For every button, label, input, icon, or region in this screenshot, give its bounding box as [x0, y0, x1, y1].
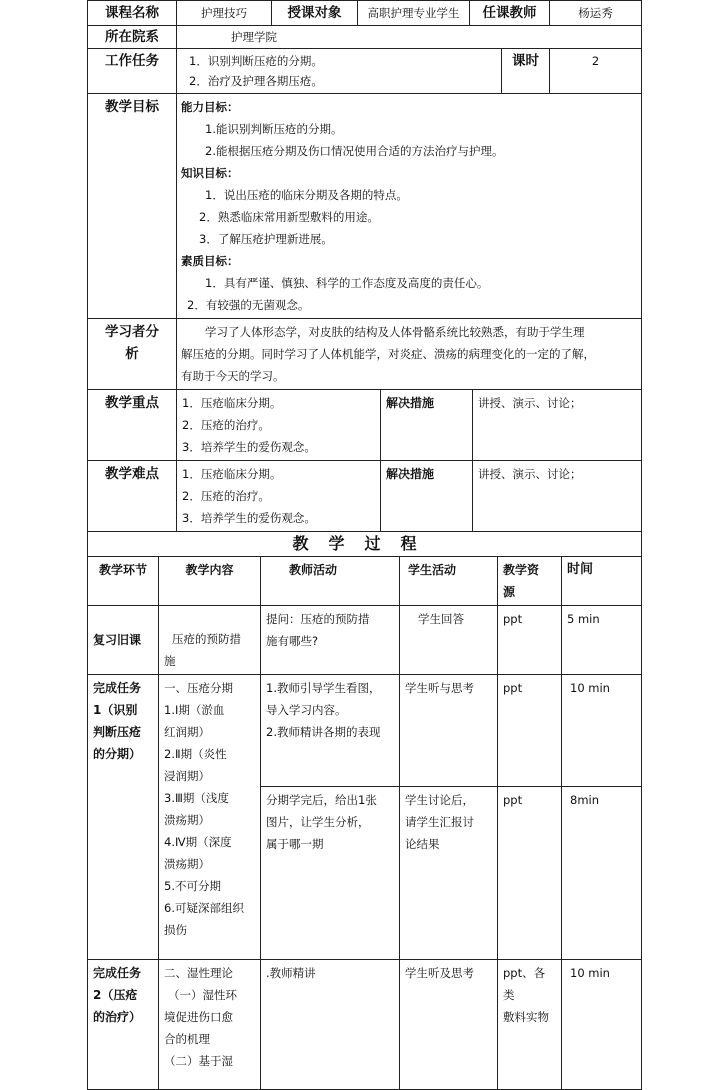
review-content-line-1: 压疮的预防措: [172, 632, 241, 646]
knowledge-title: 知识目标：: [181, 166, 239, 180]
task1-teacher-b-line-2: 图片，让学生分析，: [266, 815, 370, 829]
difficult-measures-value: 讲授、演示、讨论；: [473, 461, 642, 532]
key-point-3: 3．培养学生的爱伤观念。: [182, 440, 316, 454]
task2-resource-line-1: ppt、各类: [503, 966, 546, 1002]
header-time: 时间: [562, 557, 642, 606]
task1-teacher-b: [261, 787, 400, 960]
task1-content-line-6: 3.Ⅲ期（浅度: [164, 791, 229, 805]
task1-stage-line-2: 1（识别: [93, 703, 138, 717]
review-teacher: [261, 606, 400, 675]
review-content: [159, 606, 261, 675]
task1-content-line-3: 红润期）: [164, 725, 210, 739]
learner-label-line-2: 析: [125, 346, 139, 362]
task1-student-b-line-3: 论结果: [405, 837, 440, 851]
difficult-points-list: [177, 461, 381, 532]
goals-content: [177, 94, 642, 319]
task1-teacher-a-line-1: 1.教师引导学生看图，: [266, 681, 381, 695]
task1-content-line-11: 6.可疑深部组织: [164, 901, 244, 915]
task1-teacher-a: [261, 675, 400, 787]
ability-title: 能力目标：: [181, 100, 239, 114]
audience-label: 授课对象: [272, 1, 358, 26]
task1-teacher-b-line-1: 分期学完后，给出1张: [266, 793, 377, 807]
quality-2: 2．有较强的无菌观念。: [187, 298, 310, 312]
task1-teacher-a-line-2: 导入学习内容。: [266, 703, 347, 717]
task1-teacher-b-line-3: 属于哪一期: [266, 837, 324, 851]
department-value: [177, 26, 642, 49]
task1-stage-line-4: 的分期）: [93, 747, 142, 761]
goals-table: [87, 93, 642, 390]
task1-content-line-7: 溃疡期）: [164, 813, 210, 827]
task2-resource-line-2: 敷料实物: [503, 1010, 549, 1024]
task1-content-line-4: 2.Ⅱ期（炎性: [164, 747, 227, 761]
task2-content-line-4: 合的机理: [164, 1032, 210, 1046]
knowledge-3: 3．了解压疮护理新进展。: [199, 232, 333, 246]
task-line-1: 1．识别判断压疮的分期。: [189, 54, 323, 68]
difficult-measures-label: 解决措施: [381, 461, 473, 532]
department-label: 所在院系: [88, 26, 177, 49]
task2-content-line-2: （一）湿性环: [168, 988, 237, 1002]
task1-content-line-2: 1.Ⅰ期（淤血: [164, 703, 225, 717]
teacher-value: 杨运秀: [550, 1, 642, 26]
key-point-2: 2．压疮的治疗。: [182, 418, 270, 432]
key-points-table: [87, 389, 642, 532]
task2-stage-line-1: 完成任务: [93, 966, 142, 980]
task1-content-line-1: 一、压疮分期: [164, 681, 233, 695]
ability-1: 1.能识别判断压疮的分期。: [205, 122, 343, 136]
learner-line-2: 解压疮的分期。同时学习了人体机能学，对炎症、溃疡的病理变化的一定的了解，: [181, 347, 595, 361]
key-measures-value: 讲授、演示、讨论；: [473, 390, 642, 461]
task2-time: 10 min: [562, 960, 642, 1090]
teaching-process-table: [87, 531, 642, 1090]
ability-2: 2.能根据压疮分期及伤口情况使用合适的方法治疗与护理。: [205, 144, 504, 158]
task2-content-line-5: （二）基于湿: [164, 1054, 233, 1068]
task2-content: [159, 960, 261, 1090]
task2-student: 学生听及思考: [400, 960, 498, 1090]
difficult-point-2: 2．压疮的治疗。: [182, 489, 270, 503]
task1-stage-line-1: 完成任务: [93, 681, 142, 695]
key-points-list: [177, 390, 381, 461]
task1-time-b: 8min: [562, 787, 642, 960]
task-line-2: 2．治疗及护理各期压疮。: [189, 74, 323, 88]
difficult-point-1: 1．压疮临床分期。: [182, 467, 282, 481]
task1-content-line-8: 4.Ⅳ期（深度: [164, 835, 232, 849]
teacher-label: 任课教师: [470, 1, 550, 26]
header-resource: [498, 557, 562, 606]
review-resource: ppt: [498, 606, 562, 675]
review-teacher-line-1: 提问：压疮的预防措: [266, 612, 370, 626]
task2-resource: [498, 960, 562, 1090]
task1-resource-a: ppt: [498, 675, 562, 787]
task1-content-line-12: 损伤: [164, 923, 187, 937]
lesson-plan-document: [87, 0, 641, 1068]
hours-value: 2: [550, 49, 642, 94]
task2-content-line-1: 二、湿性理论: [164, 966, 233, 980]
task1-stage-line-3: 判断压疮: [93, 725, 142, 739]
header-student: 学生活动: [400, 557, 498, 606]
difficult-points-label: 教学难点: [88, 461, 177, 532]
task1-resource-b: ppt: [498, 787, 562, 960]
learner-content: [177, 319, 642, 390]
task2-teacher: .教师精讲: [261, 960, 400, 1090]
review-content-line-2: 施: [164, 654, 176, 668]
task1-student-b: [400, 787, 498, 960]
knowledge-1: 1．说出压疮的临床分期及各期的特点。: [205, 188, 408, 202]
task1-student-b-line-1: 学生讨论后，: [405, 793, 474, 807]
header-stage: 教学环节: [88, 557, 159, 606]
task-label: 工作任务: [88, 49, 177, 94]
knowledge-2: 2．熟悉临床常用新型敷料的用途。: [199, 210, 379, 224]
task1-content-line-10: 5.不可分期: [164, 879, 221, 893]
task2-stage-line-3: 的治疗）: [93, 1010, 142, 1024]
review-student: 学生回答: [400, 606, 498, 675]
header-content: 教学内容: [159, 557, 261, 606]
task2-stage: [88, 960, 159, 1090]
quality-1: 1．具有严谨、慎独、科学的工作态度及高度的责任心。: [205, 276, 489, 290]
task2-stage-line-2: 2（压疮: [93, 988, 138, 1002]
task1-content-line-5: 浸润期）: [164, 769, 210, 783]
audience-value: 高职护理专业学生: [358, 1, 470, 26]
goals-label: 教学目标: [88, 94, 177, 319]
key-measures-label: 解决措施: [381, 390, 473, 461]
department-text: 护理学院: [231, 30, 277, 44]
task1-teacher-a-line-3: 2.教师精讲各期的表现: [266, 725, 381, 739]
course-info-table: [87, 0, 642, 94]
quality-title: 素质目标：: [181, 254, 239, 268]
hours-label: 课时: [502, 49, 550, 94]
header-teacher: 教师活动: [261, 557, 400, 606]
learner-line-1: 学习了人体形态学，对皮肤的结构及人体骨骼系统比较熟悉，有助于学生理: [205, 325, 585, 339]
key-points-label: 教学重点: [88, 390, 177, 461]
key-point-1: 1．压疮临床分期。: [182, 396, 282, 410]
review-time: 5 min: [562, 606, 642, 675]
header-resource-line-2: 源: [503, 585, 516, 599]
learner-line-3: 有助于今天的学习。: [181, 369, 285, 383]
learner-label-line-1: 学习者分: [105, 324, 159, 340]
task1-content-line-9: 溃疡期）: [164, 857, 210, 871]
task2-content-line-3: 境促进伤口愈: [164, 1010, 233, 1024]
review-teacher-line-2: 施有哪些?: [266, 634, 319, 648]
process-title: 教学过程: [88, 532, 642, 557]
task1-content: [159, 675, 261, 960]
header-resource-line-1: 教学资: [503, 563, 540, 577]
course-name-label: 课程名称: [88, 1, 177, 26]
task1-student-b-line-2: 请学生汇报讨: [405, 815, 474, 829]
task-content: [177, 49, 502, 94]
task1-stage: [88, 675, 159, 960]
task1-time-a: 10 min: [562, 675, 642, 787]
difficult-point-3: 3．培养学生的爱伤观念。: [182, 511, 316, 525]
task1-student-a: 学生听与思考: [400, 675, 498, 787]
course-name-value: 护理技巧: [177, 1, 272, 26]
learner-label: [88, 319, 177, 390]
review-stage: 复习旧课: [88, 606, 159, 675]
